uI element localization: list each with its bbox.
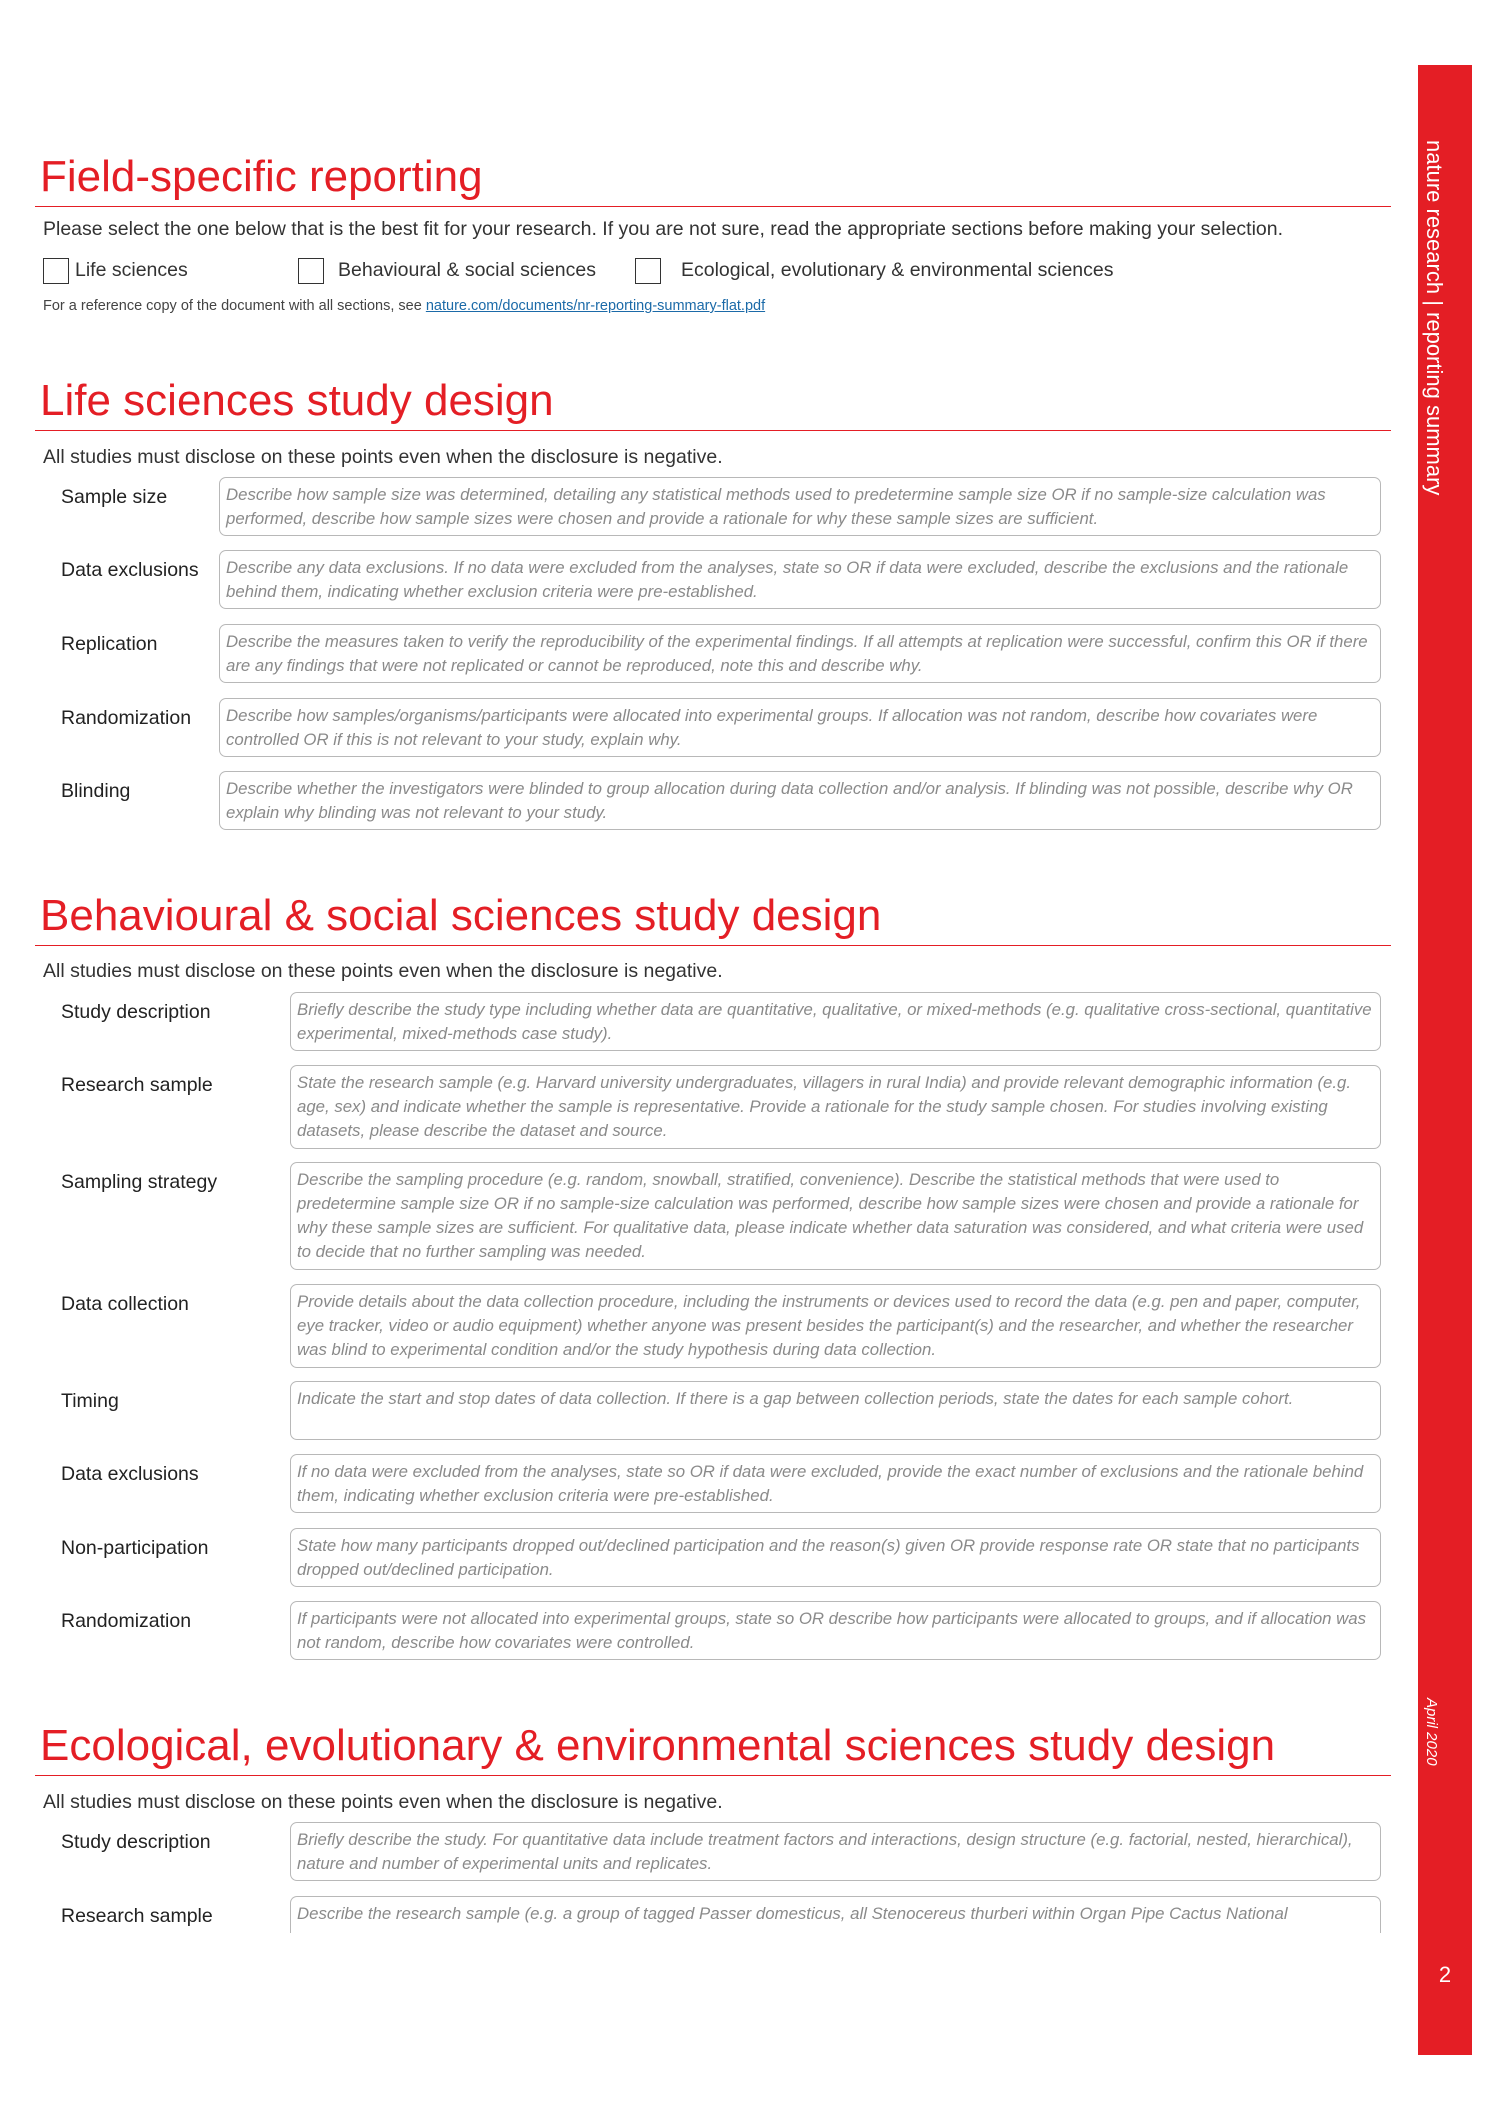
section-intro: All studies must disclose on these points even when the disclosure is negative. xyxy=(43,1791,723,1813)
data-exclusions-field[interactable]: Describe any data exclusions. If no data were excluded from the analyses, state so OR if data were excluded, describe the exclusions and the rationale behind them, indicating whether exclusion criteria were pre-established. xyxy=(219,550,1381,609)
research-sample-field[interactable]: State the research sample (e.g. Harvard university undergraduates, villagers in rural India) and provide relevant demographic information (e.g. age, sex) and indicate whether the sample is representative. Provide a rationale for the study sample chosen. For studies involving existing datasets, please describe the dataset and source. xyxy=(290,1065,1381,1149)
row-label: Sampling strategy xyxy=(61,1171,218,1193)
research-sample-field[interactable]: Describe the research sample (e.g. a group of tagged Passer domesticus, all Stenocereus thurberi within Organ Pipe Cactus National xyxy=(290,1896,1381,1933)
checkbox-behavioural[interactable] xyxy=(298,258,324,284)
section-heading-behavioural: Behavioural & social sciences study design xyxy=(40,891,882,940)
section-intro: Please select the one below that is the best fit for your research. If you are not sure, read the appropriate sections before making your selection. xyxy=(43,218,1284,240)
section-rule xyxy=(35,945,1391,946)
section-rule xyxy=(35,430,1391,431)
row-label: Timing xyxy=(61,1390,119,1412)
reference-note xyxy=(43,298,765,314)
row-label: Data exclusions xyxy=(61,1463,199,1485)
study-description-field[interactable]: Briefly describe the study type including whether data are quantitative, qualitative, or mixed-methods (e.g. qualitative cross-sectional, quantitative experimental, mixed-methods case study). xyxy=(290,992,1381,1051)
checkbox-ecological[interactable] xyxy=(635,258,661,284)
blinding-field[interactable]: Describe whether the investigators were blinded to group allocation during data collection and/or analysis. If blinding was not possible, describe why OR explain why blinding was not relevant to your study. xyxy=(219,771,1381,830)
section-heading-ecological: Ecological, evolutionary & environmental sciences study design xyxy=(40,1721,1276,1770)
checkbox-label: Behavioural & social sciences xyxy=(338,259,596,281)
section-intro: All studies must disclose on these points even when the disclosure is negative. xyxy=(43,960,723,982)
non-participation-field[interactable]: State how many participants dropped out/declined participation and the reason(s) given OR provide response rate OR state that no participants dropped out/declined participation. xyxy=(290,1528,1381,1587)
section-heading-field-specific: Field-specific reporting xyxy=(40,152,483,201)
section-rule xyxy=(35,206,1391,207)
data-collection-field[interactable]: Provide details about the data collection procedure, including the instruments or devices used to record the data (e.g. pen and paper, computer, eye tracker, video or audio equipment) whether anyone was present besides the participant(s) and the researcher, and whether the researcher was blind to experimental condition and/or the study hypothesis during data collection. xyxy=(290,1284,1381,1368)
sidebar-title: nature research | reporting summary xyxy=(1422,140,1447,496)
row-label: Sample size xyxy=(61,486,168,508)
row-label: Blinding xyxy=(61,780,131,802)
study-description-field[interactable]: Briefly describe the study. For quantitative data include treatment factors and interactions, design structure (e.g. factorial, nested, hierarchical), nature and number of experimental units and replicates. xyxy=(290,1822,1381,1881)
checkbox-label: Life sciences xyxy=(75,259,188,281)
sidebar-date: April 2020 xyxy=(1423,1698,1440,1766)
row-label: Randomization xyxy=(61,707,192,729)
sample-size-field[interactable]: Describe how sample size was determined, detailing any statistical methods used to predetermine sample size OR if no sample-size calculation was performed, describe how sample sizes were chosen and provide a rationale for why these sample sizes are sufficient. xyxy=(219,477,1381,536)
sampling-strategy-field[interactable]: Describe the sampling procedure (e.g. random, snowball, stratified, convenience). Describe the statistical methods that were used to predetermine sample size OR if no sample-size calculation was performed, describe how sample sizes were chosen and provide a rationale for why these sample sizes are sufficient. For qualitative data, please indicate whether data saturation was considered, and what criteria were used to decide that no further sampling was needed. xyxy=(290,1162,1381,1270)
row-label: Randomization xyxy=(61,1610,192,1632)
section-heading-life-sciences: Life sciences study design xyxy=(40,376,554,425)
reference-text: For a reference copy of the document with all sections, see xyxy=(43,298,426,314)
reference-link[interactable]: nature.com/documents/nr-reporting-summary-flat.pdf xyxy=(425,298,766,314)
row-label: Non-participation xyxy=(61,1537,209,1559)
timing-field[interactable]: Indicate the start and stop dates of data collection. If there is a gap between collection periods, state the dates for each sample cohort. xyxy=(290,1381,1381,1440)
randomization-field[interactable]: If participants were not allocated into experimental groups, state so OR describe how participants were allocated to groups, and if allocation was not random, describe how covariates were controlled. xyxy=(290,1601,1381,1660)
section-rule xyxy=(35,1775,1391,1776)
row-label: Data exclusions xyxy=(61,559,199,581)
randomization-field[interactable]: Describe how samples/organisms/participants were allocated into experimental groups. If allocation was not random, describe how covariates were controlled OR if this is not relevant to your study, explain why. xyxy=(219,698,1381,757)
row-label: Study description xyxy=(61,1831,211,1853)
checkbox-label: Ecological, evolutionary & environmental sciences xyxy=(681,259,1114,281)
row-label: Data collection xyxy=(61,1293,189,1315)
row-label: Research sample xyxy=(61,1905,213,1927)
row-label: Study description xyxy=(61,1001,211,1023)
row-label: Research sample xyxy=(61,1074,213,1096)
page-number: 2 xyxy=(1438,1962,1452,1987)
replication-field[interactable]: Describe the measures taken to verify the reproducibility of the experimental findings. If all attempts at replication were successful, confirm this OR if there are any findings that were not replicated or cannot be reproduced, note this and describe why. xyxy=(219,624,1381,683)
data-exclusions-field[interactable]: If no data were excluded from the analyses, state so OR if data were excluded, provide the exact number of exclusions and the rationale behind them, indicating whether exclusion criteria were pre-established. xyxy=(290,1454,1381,1513)
section-intro: All studies must disclose on these points even when the disclosure is negative. xyxy=(43,446,723,468)
row-label: Replication xyxy=(61,633,158,655)
checkbox-life-sciences[interactable] xyxy=(43,258,69,284)
